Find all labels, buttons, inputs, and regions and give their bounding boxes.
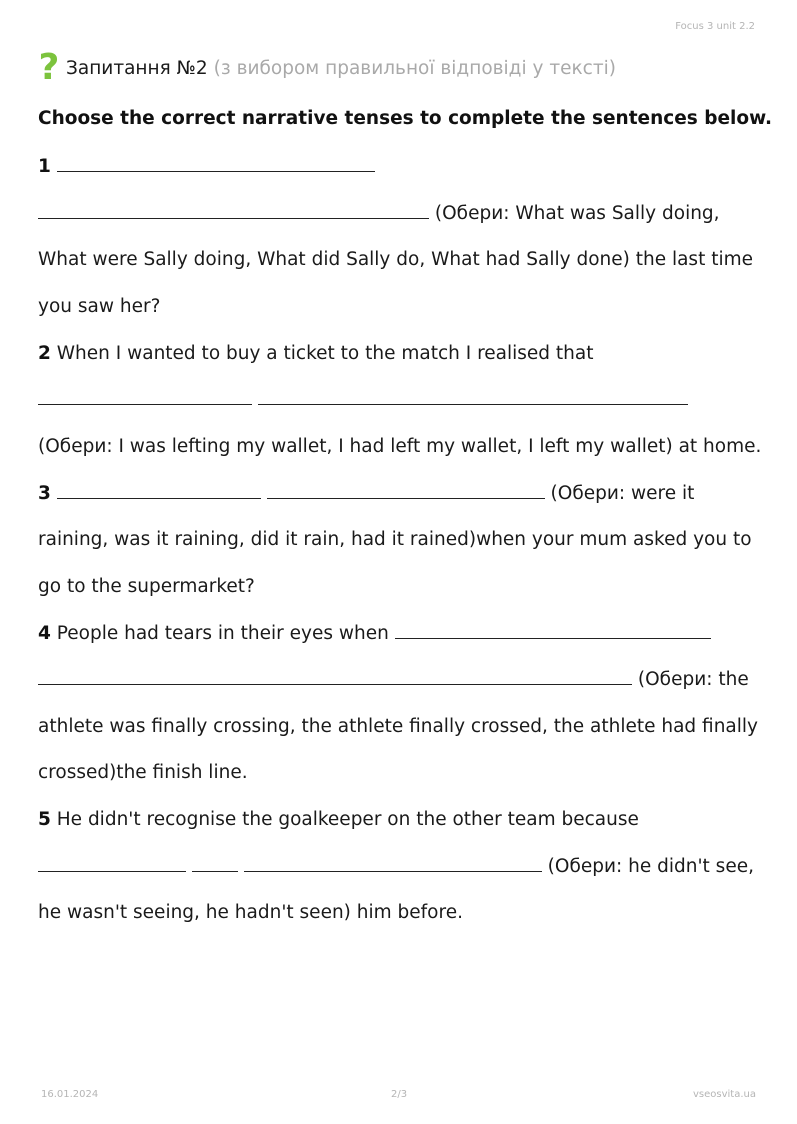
item-1-number: 1 — [38, 156, 51, 177]
question-mark-icon: ? — [38, 47, 60, 88]
item-5-number: 5 — [38, 809, 51, 830]
item-2-line-1 — [38, 340, 594, 368]
course-label: Focus 3 unit 2.2 — [675, 21, 755, 32]
footer-date: 16.01.2024 — [41, 1089, 99, 1100]
item-4-line-3: athlete was finally crossing, the athlete finally crossed, the athlete had finally — [38, 716, 758, 737]
item-3-line-1 — [38, 480, 694, 508]
item-4-blank-2[interactable] — [38, 666, 632, 685]
item-2-line-2 — [38, 386, 688, 414]
footer-site: vseosvita.ua — [693, 1089, 756, 1100]
item-5-text: He didn't recognise the goalkeeper on the other team because — [56, 809, 639, 830]
item-1-line-2 — [38, 200, 720, 228]
item-1-options-start: (Обери: What was Sally doing, — [434, 203, 720, 224]
instruction-text: Choose the correct narrative tenses to complete the sentences below. — [38, 108, 773, 129]
question-header — [38, 47, 616, 88]
item-3-blank-1[interactable] — [57, 480, 261, 499]
item-5-blank-1[interactable] — [38, 853, 186, 872]
item-5-line-2 — [38, 853, 754, 881]
item-2-blank-1[interactable] — [38, 386, 252, 405]
item-5-options-start: (Обери: he didn't see, — [547, 856, 754, 877]
item-3-options-start: (Обери: were it — [550, 483, 695, 504]
item-3-blank-2[interactable] — [267, 480, 545, 499]
item-4-text: People had tears in their eyes when — [56, 623, 389, 644]
item-1-blank-2[interactable] — [38, 200, 429, 219]
item-4-blank-1[interactable] — [395, 620, 711, 639]
item-3-line-2: raining, was it raining, did it rain, had it rained)when your mum asked you to — [38, 529, 752, 550]
question-title: Запитання №2 — [66, 57, 208, 79]
item-3-line-3: go to the supermarket? — [38, 576, 255, 597]
item-5-line-1 — [38, 806, 639, 834]
item-5-blank-2[interactable] — [192, 853, 238, 872]
item-5-line-3: he wasn't seeing, he hadn't seen) him before. — [38, 902, 463, 923]
item-1-line-4: you saw her? — [38, 296, 161, 317]
item-4-line-4: crossed)the finish line. — [38, 762, 248, 783]
item-2-line-3: (Обери: I was lefting my wallet, I had left my wallet, I left my wallet) at home. — [38, 436, 762, 457]
item-1-line-3: What were Sally doing, What did Sally do, What had Sally done) the last time — [38, 249, 754, 270]
item-2-text: When I wanted to buy a ticket to the match I realised that — [56, 343, 594, 364]
item-1-blank-1[interactable] — [57, 153, 375, 172]
item-4-line-1 — [38, 620, 711, 648]
item-4-line-2 — [38, 666, 749, 694]
item-1-line-1 — [38, 153, 375, 181]
item-4-options-start: (Обери: the — [637, 669, 749, 690]
item-4-number: 4 — [38, 623, 51, 644]
item-5-blank-3[interactable] — [244, 853, 542, 872]
item-3-number: 3 — [38, 483, 51, 504]
item-2-blank-2[interactable] — [258, 386, 688, 405]
item-2-number: 2 — [38, 343, 51, 364]
question-subtitle: (з вибором правильної відповіді у тексті) — [213, 57, 616, 79]
footer-page-number: 2/3 — [391, 1089, 408, 1100]
